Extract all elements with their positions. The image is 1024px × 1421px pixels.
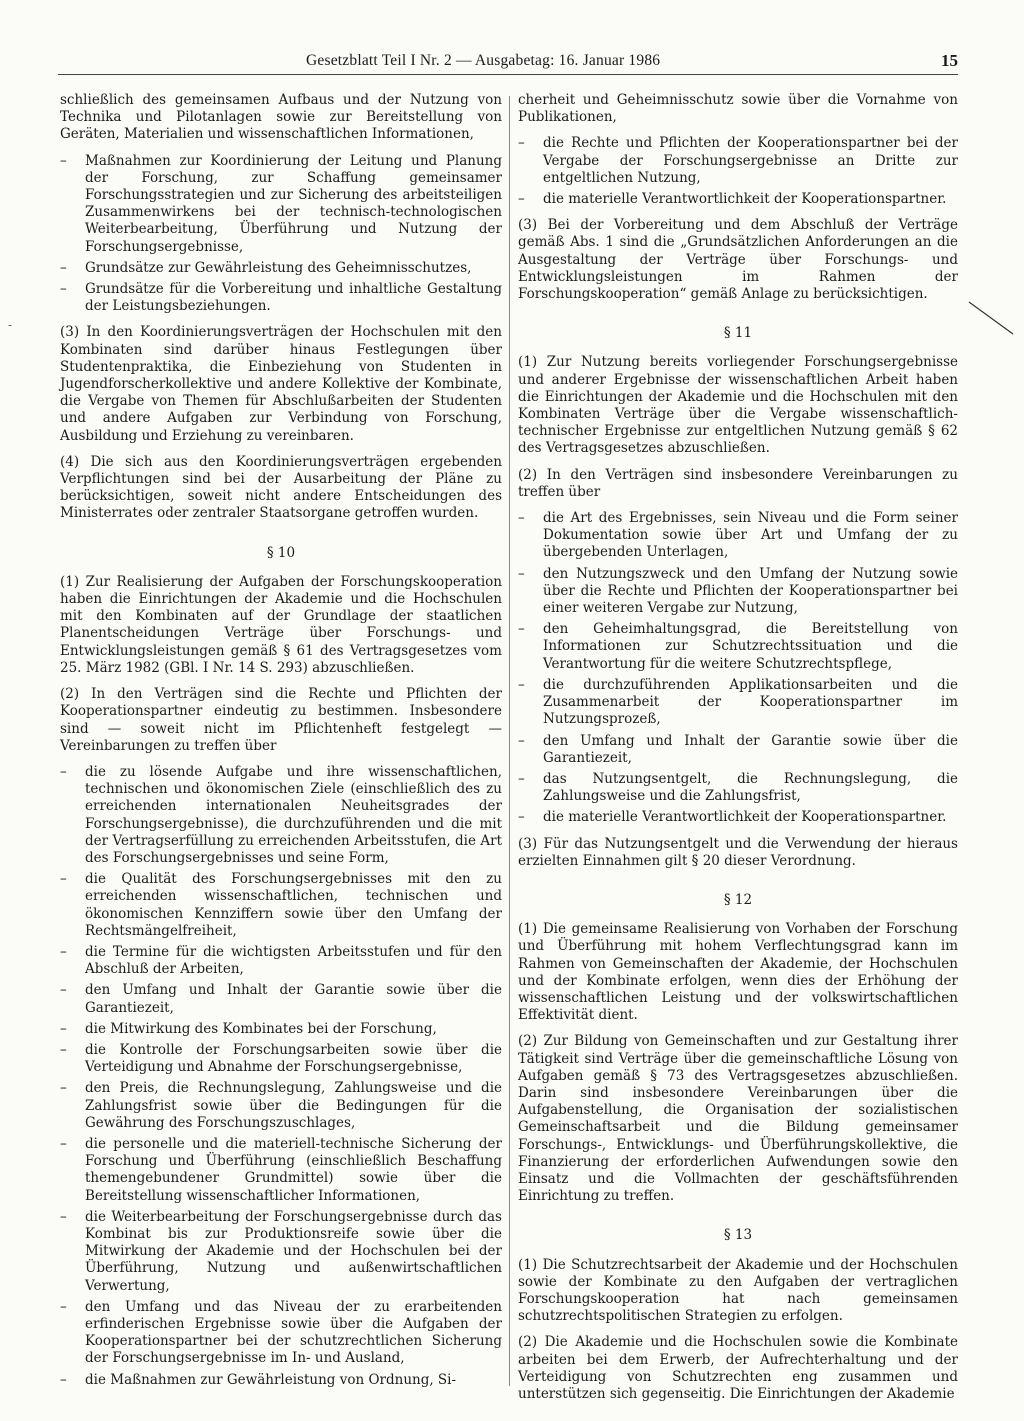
dash-list-item: – die zu lösende Aufgabe und ihre wissenschaftlichen, technischen und ökonomischen Ziele (einschließlich des zu erreichenden internationalen Neuheitsgrades der Forschungsergebnisse), die durchzuführenden und die mit der Vertragserfüllung zu erreichenden Arbeitsstufen, die Art des Forschungsergebnisses und seine Form, <box>60 764 502 867</box>
dash-list-item: – Grundsätze für die Vorbereitung und inhaltliche Gestaltung der Leistungsbeziehungen. <box>60 281 502 315</box>
paragraph: (2) Zur Bildung von Gemeinschaften und zur Gestaltung ihrer Tätigkeit sind Verträge über die gemeinschaftliche Lösung von Aufgaben gemäß § 73 des Vertragsgesetzes abzuschließen. Darin sind insbesondere Vereinbarungen über die Aufgabenstellung, die Organisation der sozialistischen Gemeinschaftsarbeit und die Bildung gemeinsamer Forschungs-, Entwicklungs- und Überführungskollektive, die Finanzierung der erforderlichen Aufwendungen sowie den Einsatz und die Vollmachten der geschäftsführenden Einrichtung zu treffen. <box>518 1033 958 1205</box>
dash-list-item: – die Mitwirkung des Kombinates bei der Forschung, <box>60 1021 502 1038</box>
dash-list-item: – Grundsätze zur Gewährleistung des Geheimnisschutzes, <box>60 260 502 277</box>
margin-stroke <box>967 300 1017 338</box>
dash-list-item: – die materielle Verantwortlichkeit der Kooperationspartner. <box>518 191 958 208</box>
section-heading: § 13 <box>723 1227 753 1244</box>
section-heading: § 10 <box>266 544 296 561</box>
dash-list-item: – den Umfang und Inhalt der Garantie sowie über die Garantiezeit, <box>518 733 958 767</box>
paragraph: (3) Bei der Vorbereitung und dem Abschluß der Verträge gemäß Abs. 1 sind die „Grundsätzlichen Anforderungen an die Ausgestaltung der Verträge über Forschungs- und Entwicklungsleistungen im Rahmen der Forschungskooperation“ gemäß Anlage zu berücksichtigen. <box>518 217 958 303</box>
page-header <box>306 52 958 74</box>
paragraph: (1) Die gemeinsame Realisierung von Vorhaben der Forschung und Überführung mit hohem Verflechtungsgrad kann im Rahmen von Gemeinschaften der Akademie, der Hochschulen und der Kombinate erfolgen, wenn dies der Erhöhung der wissenschaftlichen Leistung und der volkswirtschaftlichen Effektivität dient. <box>518 921 958 1024</box>
dash-list-item: – Maßnahmen zur Koordinierung der Leitung und Planung der Forschung, zur Schaffung gemeinsamer Forschungsstrategien und zur Sicherung des arbeitsteiligen Zusammenwirkens bei der technisch-technologischen Weiterbearbeitung, Überführung und Nutzung der Forschungsergebnisse, <box>60 153 502 256</box>
dash-list-item: – die Qualität des Forschungsergebnisses mit den zu erreichenden wissenschaftlichen, technischen und ökonomischen Kennziffern sowie über den Umfang der Rechtsmängelfreiheit, <box>60 871 502 940</box>
paragraph-continuation: cherheit und Geheimnisschutz sowie über die Vornahme von Publikationen, <box>518 92 958 126</box>
paragraph: schließlich des gemeinsamen Aufbaus und der Nutzung von Technika und Pilotanlagen sowie zur Bereitstellung von Geräten, Materialien und wissenschaftlichen Informationen, <box>60 92 502 143</box>
dash-list-item: – die Rechte und Pflichten der Kooperationspartner bei der Vergabe der Forschungsergebnisse an Dritte zur entgeltlichen Nutzung, <box>518 135 958 187</box>
column-divider <box>509 96 510 1386</box>
paragraph: (1) Die Schutzrechtsarbeit der Akademie und der Hochschulen sowie der Kombinate zu den Aufgaben der vertraglichen Forschungskooperation hat nach gemeinsamen schutzrechtspolitischen Strategien zu erfolgen. <box>518 1256 958 1325</box>
section-heading: § 11 <box>723 325 753 342</box>
dash-list-item: – die durchzuführenden Applikationsarbeiten und die Zusammenarbeit der Kooperationspartner im Nutzungsprozeß, <box>518 677 958 729</box>
dash-list-item: – die personelle und die materiell-technische Sicherung der Forschung und Überführung (einschließlich Beschaffung themengebundener Grundmittel) sowie über die Bereitstellung wissenschaftlicher Informationen, <box>60 1136 502 1205</box>
dash-list-item: – den Umfang und das Niveau der zu erarbeitenden erfinderischen Ergebnisse sowie über die Aufgaben der Kooperationspartner bei der schutzrechtlichen Sicherung der Forschungsergebnisse im In- und Ausland, <box>60 1299 502 1368</box>
paragraph: (3) Für das Nutzungsentgelt und die Verwendung der hieraus erzielten Einnahmen gilt § 20 dieser Verordnung. <box>518 835 958 869</box>
right-column <box>518 92 958 1412</box>
left-column <box>60 92 502 1398</box>
paragraph: (1) Zur Realisierung der Aufgaben der Forschungskooperation haben die Einrichtungen der Akademie und die Hochschulen mit den Kombinaten auf der Grundlage der staatlichen Planentscheidungen Verträge über Forschungs- und Entwicklungsleistungen gemäß § 61 des Vertragsgesetzes vom 25. März 1982 (GBl. I Nr. 14 S. 293) abzuschließen. <box>60 573 502 676</box>
dash-list-item: – das Nutzungsentgelt, die Rechnungslegung, die Zahlungsweise und die Zahlungsfrist, <box>518 771 958 805</box>
dash-list-item: – die Maßnahmen zur Gewährleistung von Ordnung, Si- <box>60 1372 502 1389</box>
header-title: Gesetzblatt Teil I Nr. 2 — Ausgabetag: 16. Januar 1986 <box>306 52 661 69</box>
paragraph: (2) Die Akademie und die Hochschulen sowie die Kombinate arbeiten bei dem Erwerb, der Aufrechterhaltung und der Verteidigung von Schutzrechten eng zusammen und unterstützen sich gegenseitig. Die Einrichtungen der Akademie <box>518 1334 958 1402</box>
paragraph: (3) In den Koordinierungsverträgen der Hochschulen mit den Kombinaten sind darüber hinaus Festlegungen über Studentenpraktika, die Einbeziehung von Studenten in Jugendforscherkollektive und andere Kollektive der Kombinate, die Vergabe von Themen für Abschlußarbeiten der Studenten und andere Aufgaben zur Verbindung von Forschung, Ausbildung und Erziehung zu vereinbaren. <box>60 324 502 444</box>
dash-list-item: – die Termine für die wichtigsten Arbeitsstufen und für den Abschluß der Arbeiten, <box>60 944 502 978</box>
page-number: 15 <box>941 51 958 70</box>
dash-list-item: – den Umfang und Inhalt der Garantie sowie über die Garantiezeit, <box>60 982 502 1016</box>
dash-list-item: – die materielle Verantwortlichkeit der Kooperationspartner. <box>518 809 958 826</box>
dash-list-item: – die Art des Ergebnisses, sein Niveau und die Form seiner Dokumentation sowie über Art und Umfang der zu übergebenden Unterlagen, <box>518 510 958 562</box>
dash-list-item: – den Preis, die Rechnungslegung, Zahlungsweise und die Zahlungsfrist sowie über die Bedingungen für die Gewährung des Forschungszuschlages, <box>60 1080 502 1132</box>
header-rule <box>58 74 958 75</box>
paragraph: (2) In den Verträgen sind die Rechte und Pflichten der Kooperationspartner eindeutig zu bestimmen. Insbesondere sind — soweit nicht im Pflichtenheft festgelegt — Vereinbarungen zu treffen über <box>60 686 502 754</box>
dash-list-item: – den Nutzungszweck und den Umfang der Nutzung sowie über die Rechte und Pflichten der Kooperationspartner bei einer weiteren Vergabe zur Nutzung, <box>518 566 958 618</box>
dash-list-item: – den Geheimhaltungsgrad, die Bereitstellung von Informationen zur Schutzrechtssituation und die Verantwortung für die weitere Schutzrechtspflege, <box>518 621 958 673</box>
margin-mark: - <box>8 318 13 332</box>
paragraph: (2) In den Verträgen sind insbesondere Vereinbarungen zu treffen über <box>518 466 958 500</box>
dash-list-item: – die Weiterbearbeitung der Forschungsergebnisse durch das Kombinat bis zur Produktionsreife sowie über die Mitwirkung der Akademie und der Hochschulen bei der Überführung, Nutzung und außenwirtschaftlichen Verwertung, <box>60 1209 502 1295</box>
dash-list-item: – die Kontrolle der Forschungsarbeiten sowie über die Verteidigung und Abnahme der Forschungsergebnisse, <box>60 1042 502 1076</box>
section-heading: § 12 <box>723 891 753 908</box>
paragraph: (4) Die sich aus den Koordinierungsverträgen ergebenden Verpflichtungen sind bei der Ausarbeitung der Pläne zu berücksichtigen, soweit nicht andere Entscheidungen des Ministerrates oder zentraler Staatsorgane getroffen wurden. <box>60 453 502 522</box>
paragraph: (1) Zur Nutzung bereits vorliegender Forschungsergebnisse und anderer Ergebnisse der wissenschaftlichen Arbeit haben die Einrichtungen der Akademie und die Hochschulen mit den Kombinaten Verträge über die Vergabe wissenschaftlich-technischer Ergebnisse zur entgeltlichen Nutzung gemäß § 62 des Vertragsgesetzes abzuschließen. <box>518 354 958 457</box>
